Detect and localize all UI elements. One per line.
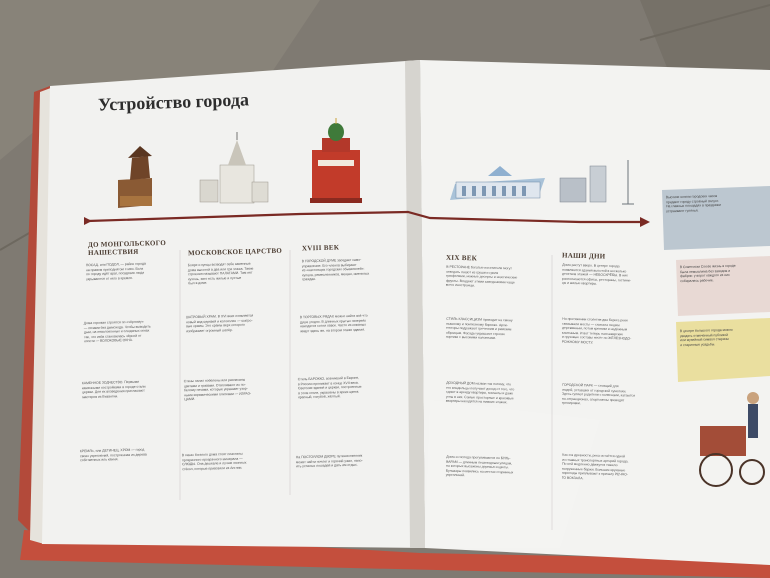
section-heading-nowadays: НАШИ ДНИ [561, 251, 606, 261]
left-page [42, 60, 425, 548]
paragraph-kremlin: КРЕМЛЬ, или ДЕТИНЕЦ, ХРОМ — город своих укреплений, построенная из дерева собственных иль камня. [79, 447, 147, 463]
paragraph-coaching-inn: На ПОСТОЯЛОМ ДВОРЕ путешественник может найти ночлег и горячий ужин, напо- ить усталых лошадей и дать им отдых. [295, 453, 363, 469]
paragraph-tent-church: ШАТРОВЫЙ ХРАМ. В XVI веке появляется новый вид церквей и колоколен — шатро- вые храмы. Это храмы верх которого изображает огромный шатёр. [185, 313, 254, 334]
paragraph-restaurant: В РЕСТОРАНЕ богатые посетители могут отведать пашот из груши и гриля трюфелями, нежные десерты и экзотические фрукты. Владеют этими заведениями чаще всего иностранцы. [445, 264, 518, 288]
page-title: Устройство города [97, 89, 250, 115]
paragraph-baroque: Стиль БАРОККО, возникший в Европе, в Россию проникает в конце XVII века. Светские здания и церкви, построенные в этом стиле, украшены в ярких цвета: красный, голубой, жёлтый. [297, 375, 362, 400]
section-heading-pre-mongol: ДО МОНГОЛЬСКОГО НАШЕСТВИЯ [87, 238, 167, 258]
paragraph-boulevards: Дома и господа прогуливаются по БУЛЬ- ВАРАМ — длинным пешеходным улицам, на которых высажены деревья и цветы. Бульвары появились на местах старинных укреплений. [445, 454, 514, 478]
paragraph-river-port: Как и в древности, река остаётся одной из главных транспортных артерий города. По ней медленно движутся тяжело нагруженные баржи. Большие круизные пароходы приплывают к причалу РЕЧНО- ГО ВОКЗАЛА. [561, 452, 629, 481]
paragraph-mica: В окнах богатого дома стоят пластины прозрачного прозрачного минерала — СЛЮДЫ. Она дешевле и лучше оконных стёкол, которые привозили из Англии. [181, 451, 247, 472]
paragraph-boyar-chambers: Бояре и купцы возводят себе каменные дома высотой в два или три этажа. Такие строения называют ПАЛАТАМИ. Там нет кухонь, зато есть жилые и пустые был в доме. [187, 261, 254, 286]
side-note-yellow: В центре большого города можно увидеть отмеченный публикой или музейный символ старины и старинные усадьбы. [679, 327, 733, 347]
paragraph-city-duma: В ГОРОДСКОЙ ДУМЕ заседает само- управление. Его членов выбирают из «настоящих городских обывателей»: купцов, ремесленников, мещан, именитых граждан. [301, 257, 370, 282]
side-note-pink: В Советском Союзе жизнь в городе была немыслима без заводов и фабрик: у ворот каждого из них собирались рабочие. [679, 263, 736, 283]
paragraph-railway-bridge: На протяжении столетия два берега реки связывали мосты — сначала пешим деревянным, потом крепким и надёжным каменным. И вот теперь пассажирские и грузовые составы несёт по ЖЕЛЕЗНОДО- РОЖНОМУ МОСТУ. [561, 316, 632, 345]
paragraph-stone-architecture: КАМЕННОЕ ЗОДЧЕСТВО. Первыми каменными постройками в городе стали церкви. Для их возведения приглашают мастеров из Византии. [81, 379, 146, 399]
paragraph-city-park: ГОРОДСКОЙ ПАРК — стоящий для людей, уставших от городской суматохи. Здесь гуляют родители с колясками, катаются на аттракционах, спортсмены проводят тренировки. [561, 382, 636, 406]
section-heading-xviii-century: XVIII ВЕК [301, 243, 340, 253]
paragraph-classicism: СТИЛЬ КЛАССИЦИЗМ приходит на смену пышному и помпезному барокко. Архи- текторы подражают греческим и римским образцам. Фасады украшают строгие портики с высокими колоннами. [445, 316, 513, 341]
paragraph-tiles: Стены палат побелены или расписаны цветами и травами. Отапливают их по- белому печами, которые украшает узор- ными керамическими плитками — ИЗРАЗ- ЦАМИ. [183, 377, 252, 402]
paragraph-trading-rows: В ТОРГОВЫХ РЯДАХ можно найти всё что душе угодно. В длинных крытых галереях находятся сотни лавок. Часто из кожаных живут здесь же, на втором этаже здания. [299, 313, 368, 334]
section-heading-xix-century: XIX ВЕК [445, 253, 478, 263]
paragraph-black-houses: Дома горожан строятся по «чёрному» — печами без дымохода. Чтобы выводить дым, на неволоконных и слюдяных окнах так, что изба становилась чёрной от копоти — ВОЛОКОВЫЕ ОКНА. [83, 319, 151, 344]
paragraph-tenement-house: ДОХОДНЫЙ ДОМ назван так потому, что его владельцы получают доход от того, что сдают в аренду квартиры, комнаты и даже углы в них. Самые просторные и красивые квартиры находятся на нижних этажах. [445, 380, 515, 405]
section-heading-moscow-tsardom: МОСКОВСКОЕ ЦАРСТВО [187, 246, 283, 258]
paragraph-posad: ПОСАД, или ПОДОЛ, — район города на правом приподнятом с меи. Если по городу идёт враг, посадские люди укрываются от него в кремле. [85, 261, 146, 281]
side-note-blue: Высокие шпили городских часов придают городу стройный силуэт. На главных площадях в праздники устраивают гулянья. [665, 193, 721, 213]
paragraph-skyscrapers: Дома растут вверх. В центре города появляются здания высотой в несколько десятков этажей — НЕБОСКРЁБЫ. В них располагаются офисы, рестораны, гостини- цы и жилые квартиры. [561, 262, 631, 287]
